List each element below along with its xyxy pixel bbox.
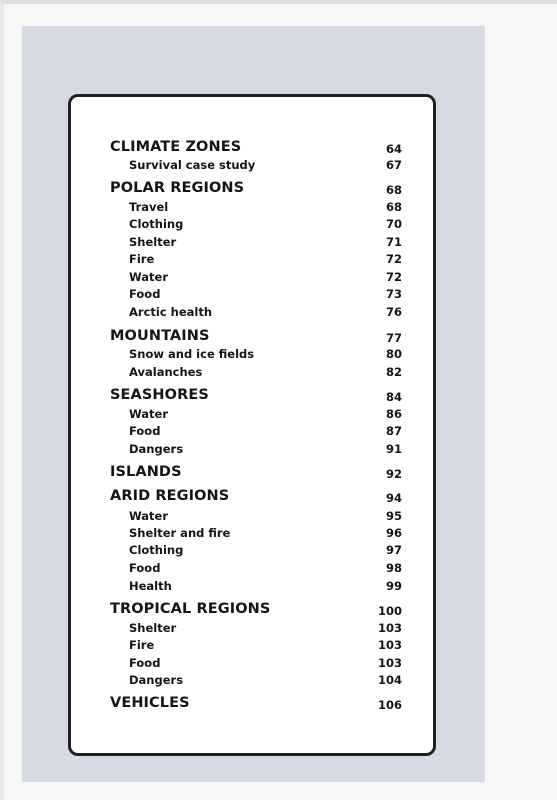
- entry-page-number: 73: [385, 287, 402, 301]
- toc-entry: [71, 578, 433, 596]
- entry-title: Fire: [129, 252, 155, 266]
- toc-entry: [71, 251, 433, 269]
- entry-title: Water: [129, 270, 169, 284]
- toc-entry: [71, 406, 433, 424]
- entry-title: Water: [129, 509, 169, 523]
- entry-page-number: 97: [385, 543, 402, 557]
- section-title: MOUNTAINS: [110, 328, 210, 344]
- entry-page-number: 99: [385, 579, 402, 593]
- toc-entry: [71, 364, 433, 382]
- toc-section-seashores: [71, 387, 433, 405]
- toc-entry: [71, 525, 433, 543]
- entry-page-number: 104: [377, 673, 402, 687]
- entry-title: Water: [129, 407, 169, 421]
- toc-entry: [71, 346, 433, 364]
- section-page-number: 64: [385, 142, 402, 156]
- section-page-number: 84: [385, 390, 402, 404]
- section-page-number: 77: [385, 331, 402, 345]
- toc-entry: [71, 157, 433, 175]
- entry-page-number: 98: [385, 561, 402, 575]
- entry-page-number: 91: [385, 442, 402, 456]
- scanned-page: [22, 26, 485, 782]
- entry-page-number: 86: [385, 407, 402, 421]
- entry-title: Fire: [129, 638, 155, 652]
- section-title: ARID REGIONS: [110, 488, 230, 504]
- entry-page-number: 87: [385, 424, 402, 438]
- toc-entry: [71, 655, 433, 673]
- contents-panel: [68, 94, 436, 756]
- toc-entry: [71, 542, 433, 560]
- toc-entry: [71, 423, 433, 441]
- table-of-contents: [71, 97, 433, 753]
- toc-section-mountains: [71, 328, 433, 346]
- toc-section-polar-regions: [71, 180, 433, 198]
- entry-title: Survival case study: [129, 158, 256, 172]
- section-title: SEASHORES: [110, 387, 209, 403]
- section-page-number: 100: [377, 604, 402, 618]
- entry-page-number: 67: [385, 158, 402, 172]
- entry-page-number: 72: [385, 270, 402, 284]
- toc-entry: [71, 672, 433, 690]
- section-page-number: 92: [385, 467, 402, 481]
- toc-entry: [71, 441, 433, 459]
- section-title: VEHICLES: [110, 695, 190, 711]
- entry-title: Arctic health: [129, 305, 213, 319]
- entry-title: Dangers: [129, 442, 184, 456]
- entry-page-number: 96: [385, 526, 402, 540]
- entry-title: Snow and ice fields: [129, 347, 255, 361]
- entry-title: Shelter and fire: [129, 526, 231, 540]
- toc-entry: [71, 269, 433, 287]
- entry-title: Health: [129, 579, 172, 593]
- toc-entry: [71, 637, 433, 655]
- toc-entry: [71, 234, 433, 252]
- section-title: POLAR REGIONS: [110, 180, 245, 196]
- toc-entry: [71, 199, 433, 217]
- entry-page-number: 76: [385, 305, 402, 319]
- entry-title: Shelter: [129, 235, 177, 249]
- section-page-number: 68: [385, 183, 402, 197]
- entry-page-number: 70: [385, 217, 402, 231]
- toc-entry: [71, 560, 433, 578]
- toc-entry: [71, 508, 433, 526]
- toc-entry: [71, 304, 433, 322]
- entry-title: Travel: [129, 200, 169, 214]
- toc-section-vehicles: [71, 695, 433, 713]
- entry-title: Avalanches: [129, 365, 203, 379]
- toc-section-islands: [71, 464, 433, 482]
- entry-page-number: 68: [385, 200, 402, 214]
- entry-title: Dangers: [129, 673, 184, 687]
- entry-page-number: 103: [377, 638, 402, 652]
- section-title: CLIMATE ZONES: [110, 139, 242, 155]
- section-title: TROPICAL REGIONS: [110, 601, 271, 617]
- toc-entry: [71, 286, 433, 304]
- section-page-number: 106: [377, 698, 402, 712]
- toc-section-tropical-regions: [71, 601, 433, 619]
- entry-title: Clothing: [129, 217, 184, 231]
- entry-page-number: 71: [385, 235, 402, 249]
- toc-section-climate-zones: [71, 139, 433, 157]
- section-page-number: 94: [385, 491, 402, 505]
- toc-section-arid-regions: [71, 488, 433, 506]
- toc-entry: [71, 216, 433, 234]
- entry-page-number: 103: [377, 621, 402, 635]
- section-title: ISLANDS: [110, 464, 182, 480]
- entry-title: Food: [129, 656, 161, 670]
- entry-title: Food: [129, 287, 161, 301]
- entry-page-number: 103: [377, 656, 402, 670]
- entry-title: Food: [129, 561, 161, 575]
- entry-title: Clothing: [129, 543, 184, 557]
- toc-entry: [71, 620, 433, 638]
- entry-page-number: 95: [385, 509, 402, 523]
- entry-page-number: 80: [385, 347, 402, 361]
- entry-page-number: 82: [385, 365, 402, 379]
- entry-page-number: 72: [385, 252, 402, 266]
- entry-title: Shelter: [129, 621, 177, 635]
- entry-title: Food: [129, 424, 161, 438]
